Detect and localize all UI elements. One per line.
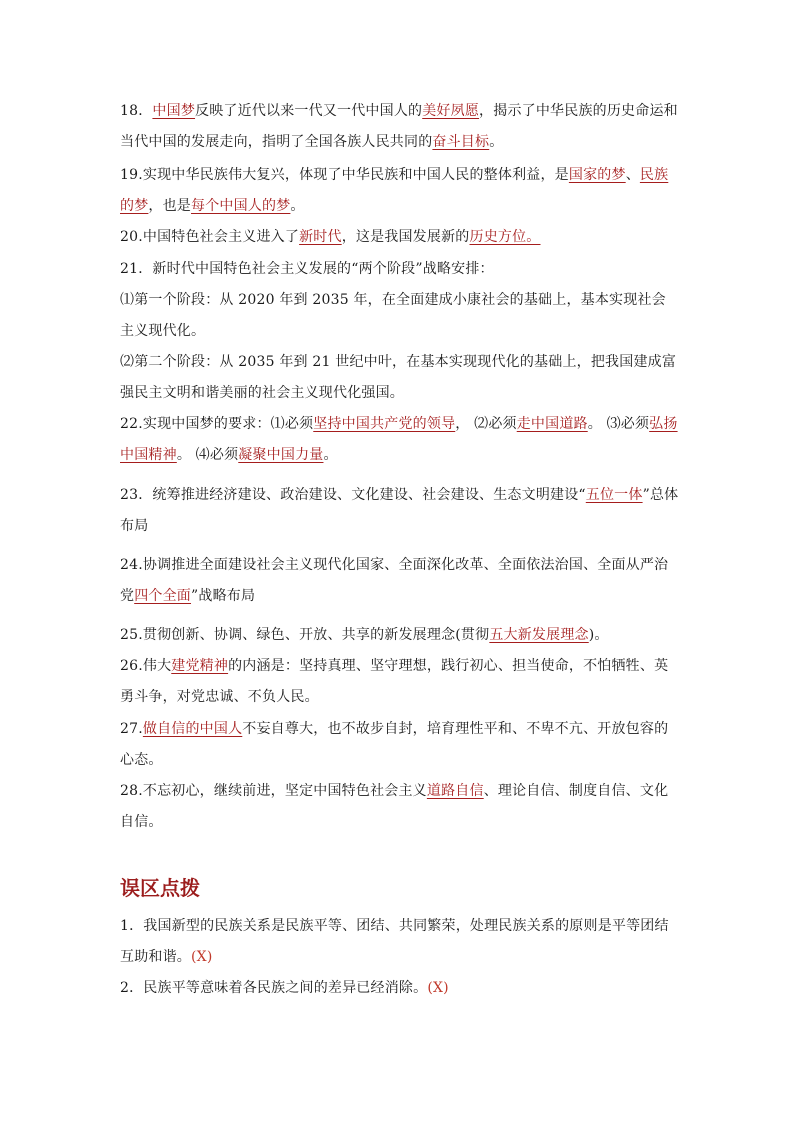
text-segment: 。 bbox=[323, 447, 338, 463]
text-segment: 2．民族平等意味着各民族之间的差异已经消除。 bbox=[120, 980, 428, 996]
text-segment: 不妄自尊大，也不故步自封，培育理性平和、不卑不亢、开放包容的心态。 bbox=[120, 721, 669, 768]
key-term: 中国梦 bbox=[152, 103, 196, 119]
text-segment: 23．统筹推进经济建设、政治建设、文化建设、社会建设、生态文明建设“ bbox=[120, 487, 586, 503]
key-term: 五位一体 bbox=[585, 487, 643, 503]
wrong-mark: (X) bbox=[427, 980, 449, 996]
text-segment: 22.实现中国梦的要求：⑴必须 bbox=[120, 416, 314, 432]
text-segment: )。 bbox=[588, 627, 609, 643]
key-term: 五大新发展理念 bbox=[489, 627, 589, 643]
key-term: 美好夙愿 bbox=[422, 103, 480, 119]
item-21-stage-1 bbox=[120, 285, 680, 347]
item-26 bbox=[120, 651, 680, 713]
text-segment: 。 ⑶必须 bbox=[587, 416, 650, 432]
key-term: 国家的梦 bbox=[568, 167, 626, 183]
item-21-stage-2 bbox=[120, 347, 680, 409]
text-segment: ，这是我国发展新的 bbox=[341, 229, 470, 245]
text-segment: ⑵第二个阶段：从 2035 年到 21 世纪中叶，在基本实现现代化的基础上，把我国建成富强民主文明和谐美丽的社会主义现代化强国。 bbox=[120, 354, 677, 401]
key-term: 做自信的中国人 bbox=[142, 721, 243, 737]
text-segment: 21．新时代中国特色社会主义发展的“两个阶段”战略安排： bbox=[120, 261, 494, 277]
key-term: 四个全面 bbox=[134, 588, 192, 604]
text-segment: 28.不忘初心，继续前进，坚定中国特色社会主义 bbox=[120, 783, 427, 799]
text-segment: 20.中国特色社会主义进入了 bbox=[120, 229, 300, 245]
text-segment: 。 bbox=[489, 134, 504, 150]
section-title: 误区点拨 bbox=[120, 876, 200, 900]
text-segment: ”战略布局 bbox=[191, 588, 256, 604]
key-term: 新时代 bbox=[299, 229, 342, 245]
text-segment: ，揭示了中华民族的历史命运和当代中国的发展走向，指明了全国各族人民共同的 bbox=[120, 103, 678, 150]
text-segment: 、理论自信、制度自信、文化自信。 bbox=[120, 783, 669, 830]
item-27 bbox=[120, 714, 680, 776]
text-segment: 24.协调推进全面建设社会主义现代化国家、全面深化改革、全面依法治国、全面从严治党 bbox=[120, 557, 669, 604]
key-term: 走中国道路 bbox=[516, 416, 588, 432]
key-term: 历史方位。 bbox=[469, 229, 541, 245]
item-28 bbox=[120, 776, 680, 838]
item-20 bbox=[120, 222, 680, 253]
text-segment: ⑴第一个阶段：从 2020 年到 2035 年，在全面建成小康社会的基础上，基本实现社会主义现代化。 bbox=[120, 292, 666, 339]
key-term: 每个中国人的梦 bbox=[191, 198, 291, 214]
item-24 bbox=[120, 550, 680, 612]
item-23 bbox=[120, 480, 680, 542]
item-22 bbox=[120, 409, 680, 471]
item-19 bbox=[120, 160, 680, 222]
text-segment: 25.贯彻创新、协调、绿色、开放、共享的新发展理念(贯彻 bbox=[120, 627, 490, 643]
key-term: 奋斗目标 bbox=[432, 134, 490, 150]
key-term: 弘扬中国精神 bbox=[120, 416, 678, 463]
text-segment: ， ⑵必须 bbox=[455, 416, 517, 432]
text-segment: 的内涵是：坚持真理、坚守理想，践行初心、担当使命，不怕牺牲、英勇斗争，对党忠诚、不负人民。 bbox=[120, 658, 669, 705]
text-segment: ”总体布局 bbox=[120, 487, 679, 534]
text-segment: ，也是 bbox=[148, 198, 192, 214]
text-segment: 1．我国新型的民族关系是民族平等、团结、共同繁荣，处理民族关系的原则是平等团结互助和谐。 bbox=[120, 918, 669, 965]
misconception-2 bbox=[120, 973, 680, 1004]
item-21 bbox=[120, 254, 680, 285]
text-segment: 19.实现中华民族伟大复兴，体现了中华民族和中国人民的整体利益，是 bbox=[120, 167, 569, 183]
key-term: 凝聚中国力量 bbox=[238, 447, 324, 463]
text-segment: 、 bbox=[625, 167, 640, 183]
key-term: 坚持中国共产党的领导 bbox=[313, 416, 456, 432]
item-25 bbox=[120, 620, 680, 651]
item-18 bbox=[120, 96, 680, 158]
text-segment: 27. bbox=[120, 721, 143, 737]
key-term: 道路自信 bbox=[426, 783, 484, 799]
text-segment: 。 bbox=[290, 198, 305, 214]
text-segment: 18． bbox=[120, 103, 153, 119]
text-segment: 反映了近代以来一代又一代中国人的 bbox=[195, 103, 423, 119]
key-term: 建党精神 bbox=[171, 658, 229, 674]
wrong-mark: (X) bbox=[191, 949, 213, 965]
key-term: 民族的梦 bbox=[120, 167, 669, 214]
misconception-1 bbox=[120, 911, 680, 973]
text-segment: 。 ⑷必须 bbox=[176, 447, 239, 463]
text-segment: 26.伟大 bbox=[120, 658, 172, 674]
